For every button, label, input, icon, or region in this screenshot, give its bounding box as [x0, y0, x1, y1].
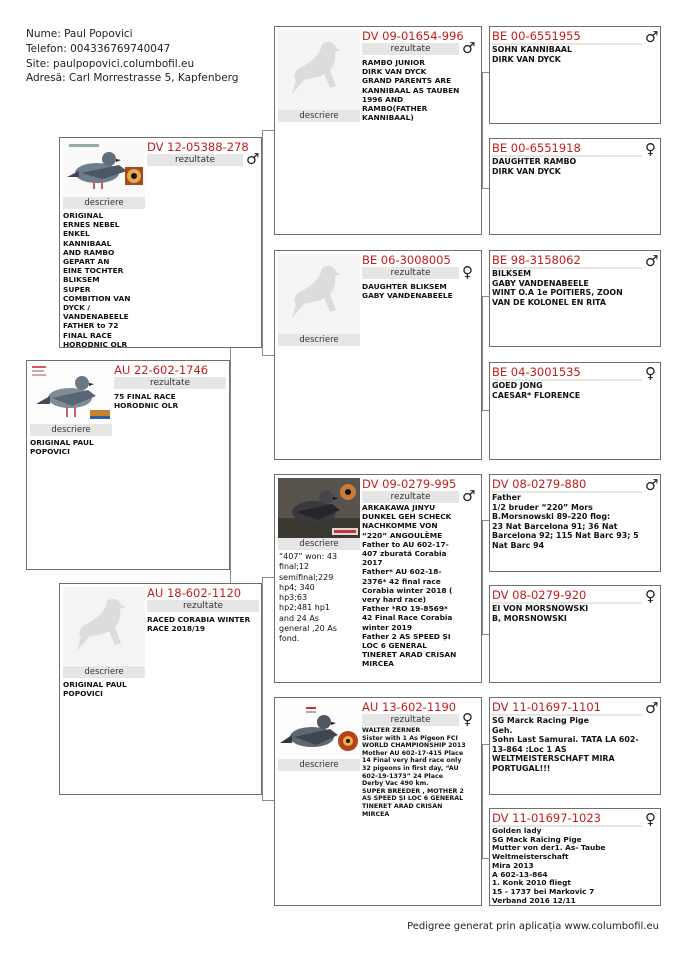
pigeon-card-dsd[interactable]: [489, 585, 661, 683]
results-button[interactable]: rezultate: [362, 43, 459, 55]
pigeon-card-dam[interactable]: [59, 583, 262, 795]
pigeon-description: EI VON MORSNOWSKI B, MORSNOWSKI: [492, 604, 589, 623]
female-icon: ♀: [645, 587, 656, 605]
ring-number: DV 09-0279-995: [362, 477, 457, 491]
female-icon: ♀: [645, 140, 656, 158]
female-icon: ♀: [645, 364, 656, 382]
pigeon-description: WALTER ZERNER Sister with 1 As Pigeon FCI WORLD CHAMPIONSHIP 2013 Mother AU 602-17-415 Place 14 Final very hard race only 32 pigeons in first day, “AU 602-19-1373” 24 Place Derby Vac 490 km. SUPER BREEDER , MOTHER 2 AS SPEED ȘI LOC 6 GENERAL TINERET ARAD CRISAN MIRCEA: [362, 727, 466, 818]
pigeon-card-sdd[interactable]: [489, 362, 661, 460]
footer-credit: Pedigree generat prin aplicația www.columbofil.eu: [407, 921, 659, 932]
pigeon-silhouette-icon: [278, 254, 360, 334]
pigeon-card-ssd[interactable]: [489, 138, 661, 235]
ring-number: AU 13-602-1190: [362, 700, 457, 714]
pigeon-description: DAUGHTER BLIKSEM GABY VANDENABEELE: [362, 282, 453, 301]
results-button[interactable]: rezultate: [114, 377, 226, 389]
pigeon-image: [30, 364, 112, 424]
male-icon: ♂: [645, 28, 659, 46]
pigeon-photo-placeholder: [278, 254, 360, 334]
female-icon: ♀: [645, 810, 656, 828]
results-button[interactable]: rezultate: [362, 267, 459, 279]
pigeon-image: [278, 701, 360, 759]
owner-phone: Telefon: 004336769740047: [26, 42, 171, 55]
male-icon: ♂: [462, 39, 476, 57]
pigeon-notes: ORIGINAL PAUL POPOVICI: [63, 680, 127, 699]
pigeon-description: RAMBO JUNIOR DIRK VAN DYCK GRAND PARENTS ARE KANNIBAAL AS TAUBEN 1996 AND RAMBO(FATHER KANNIBAAL): [362, 58, 460, 123]
male-icon: ♂: [462, 487, 476, 505]
pigeon-description: 75 FINAL RACE HORODNIC OLR: [114, 392, 179, 411]
results-button[interactable]: rezultate: [362, 714, 459, 726]
pigeon-description: RACED CORABIA WINTER RACE 2018/19: [147, 615, 251, 634]
ring-number: DV 11-01697-1023: [492, 811, 601, 825]
ring-number: BE 04-3001535: [492, 365, 581, 379]
description-button[interactable]: descriere: [278, 110, 360, 122]
owner-name: Nume: Paul Popovici: [26, 28, 133, 40]
pigeon-description: Father 1/2 bruder “220” Mors B.Morsnowski 89-220 flog: 23 Nat Barcelona 91; 36 Nat Barcelona 92; 115 Nat Barc 93; 5 Nat Barc 94: [492, 493, 639, 550]
ring-number: BE 00-6551918: [492, 141, 581, 155]
pigeon-photo: [278, 478, 360, 538]
pigeon-card-ddd[interactable]: [489, 808, 661, 906]
ring-number: BE 06-3008005: [362, 253, 451, 267]
pigeon-card-subject[interactable]: [26, 360, 230, 570]
ring-number: DV 09-01654-996: [362, 29, 464, 43]
male-icon: ♂: [645, 252, 659, 270]
description-button[interactable]: descriere: [278, 759, 360, 771]
pigeon-description: ARKAKAWA JINYU DUNKEL GEH SCHECK NACHKOMME VON “220” ANGOULÊME Father to AU 602-17- 407 zburată Corabia 2017 Father* AU 602-18- 2376* 42 final race Corabia winter 2018 ( very hard race) Father *RO 19-8569* 42 Final Race Corabia winter 2019 Father 2 AS SPEED ȘI LOC 6 GENERAL TINERET ARAD CRISAN MIRCEA: [362, 503, 457, 669]
pigeon-notes: “407” won: 43 final;12 semifinal;229 hp4; 340 hp3;63 hp2;481 hp1 and 24 As general ,20 As fond.: [279, 552, 338, 644]
pigeon-image: [63, 141, 145, 197]
pigeon-card-sire-sire[interactable]: [274, 26, 482, 235]
female-icon: ♀: [462, 263, 473, 281]
pigeon-card-sss[interactable]: [489, 26, 661, 124]
pigeon-description: DAUGHTER RAMBO DIRK VAN DYCK: [492, 157, 577, 176]
male-icon: ♂: [246, 150, 260, 168]
male-icon: ♂: [645, 476, 659, 494]
ring-number: DV 12-05388-278: [147, 140, 249, 154]
pigeon-card-dam-sire[interactable]: [274, 474, 482, 683]
results-button[interactable]: rezultate: [147, 154, 243, 166]
pigeon-photo-placeholder: [278, 30, 360, 110]
pigeon-silhouette-icon: [278, 30, 360, 110]
pigeon-description: SOHN KANNIBAAL DIRK VAN DYCK: [492, 45, 572, 64]
pigeon-description: Golden lady SG Mack Raicing Pige Mutter von der1. As- Taube Weltmeisterschaft Mira 2013 A 602-13-864 1. Konk 2010 fliegt 15 - 1737 bei Markovic 7 Verband 2016 12/11: [492, 826, 606, 905]
ring-number: BE 00-6551955: [492, 29, 581, 43]
results-button[interactable]: rezultate: [147, 600, 259, 612]
owner-address: Adresă: Carl Morrestrasse 5, Kapfenberg: [26, 72, 239, 85]
male-icon: ♂: [645, 699, 659, 717]
pigeon-photo-placeholder: [63, 587, 145, 665]
pigeon-card-sire[interactable]: [59, 137, 262, 348]
ring-number: DV 11-01697-1101: [492, 700, 601, 714]
pigeon-notes: ORIGINAL PAUL POPOVICI: [30, 438, 94, 457]
owner-info: [26, 27, 238, 86]
description-button[interactable]: descriere: [30, 424, 112, 436]
ring-number: AU 18-602-1120: [147, 586, 242, 600]
female-icon: ♀: [462, 710, 473, 728]
pigeon-photo: [278, 701, 360, 759]
pigeon-description: BILKSEM GABY VANDENABEELE WINT O.A 1e POITIERS, ZOON VAN DE KOLONEL EN RITA: [492, 269, 623, 307]
pigeon-card-sire-dam[interactable]: [274, 250, 482, 460]
description-button[interactable]: descriere: [278, 538, 360, 550]
ring-number: DV 08-0279-880: [492, 477, 587, 491]
pigeon-description: GOED JONG CAESAR* FLORENCE: [492, 381, 581, 400]
ring-number: AU 22-602-1746: [114, 363, 209, 377]
pigeon-photo: [63, 141, 145, 197]
pigeon-card-dds[interactable]: [489, 697, 661, 795]
pigeon-description: SG Marck Racing Pige Geh. Sohn Last Samurai. TATA LA 602- 13-864 :Loc 1 AS WELTMEISTERSCHAFT MIRA PORTUGAL!!!: [492, 716, 639, 773]
pigeon-silhouette-icon: [63, 587, 145, 665]
pigeon-card-dam-dam[interactable]: [274, 697, 482, 906]
results-button[interactable]: rezultate: [362, 491, 459, 503]
description-button[interactable]: descriere: [63, 197, 145, 209]
description-button[interactable]: descriere: [278, 334, 360, 346]
owner-site: Site: paulpopovici.columbofil.eu: [26, 57, 195, 70]
pigeon-description: ORIGINAL ERNES NEBEL ENKEL KANNIBAAL AND RAMBO GEPART AN EINE TOCHTER BLIKSEM SUPER COMBITION VAN DYCK / VANDENABEELE FATHER to 72 FINAL RACE HORODNIC OLR: [63, 211, 131, 349]
ring-number: DV 08-0279-920: [492, 588, 587, 602]
pigeon-card-dss[interactable]: [489, 474, 661, 572]
pigeon-photo: [30, 364, 112, 424]
pigeon-image: [278, 478, 360, 538]
ring-number: BE 98-3158062: [492, 253, 581, 267]
pigeon-card-sds[interactable]: [489, 250, 661, 347]
description-button[interactable]: descriere: [63, 666, 145, 678]
